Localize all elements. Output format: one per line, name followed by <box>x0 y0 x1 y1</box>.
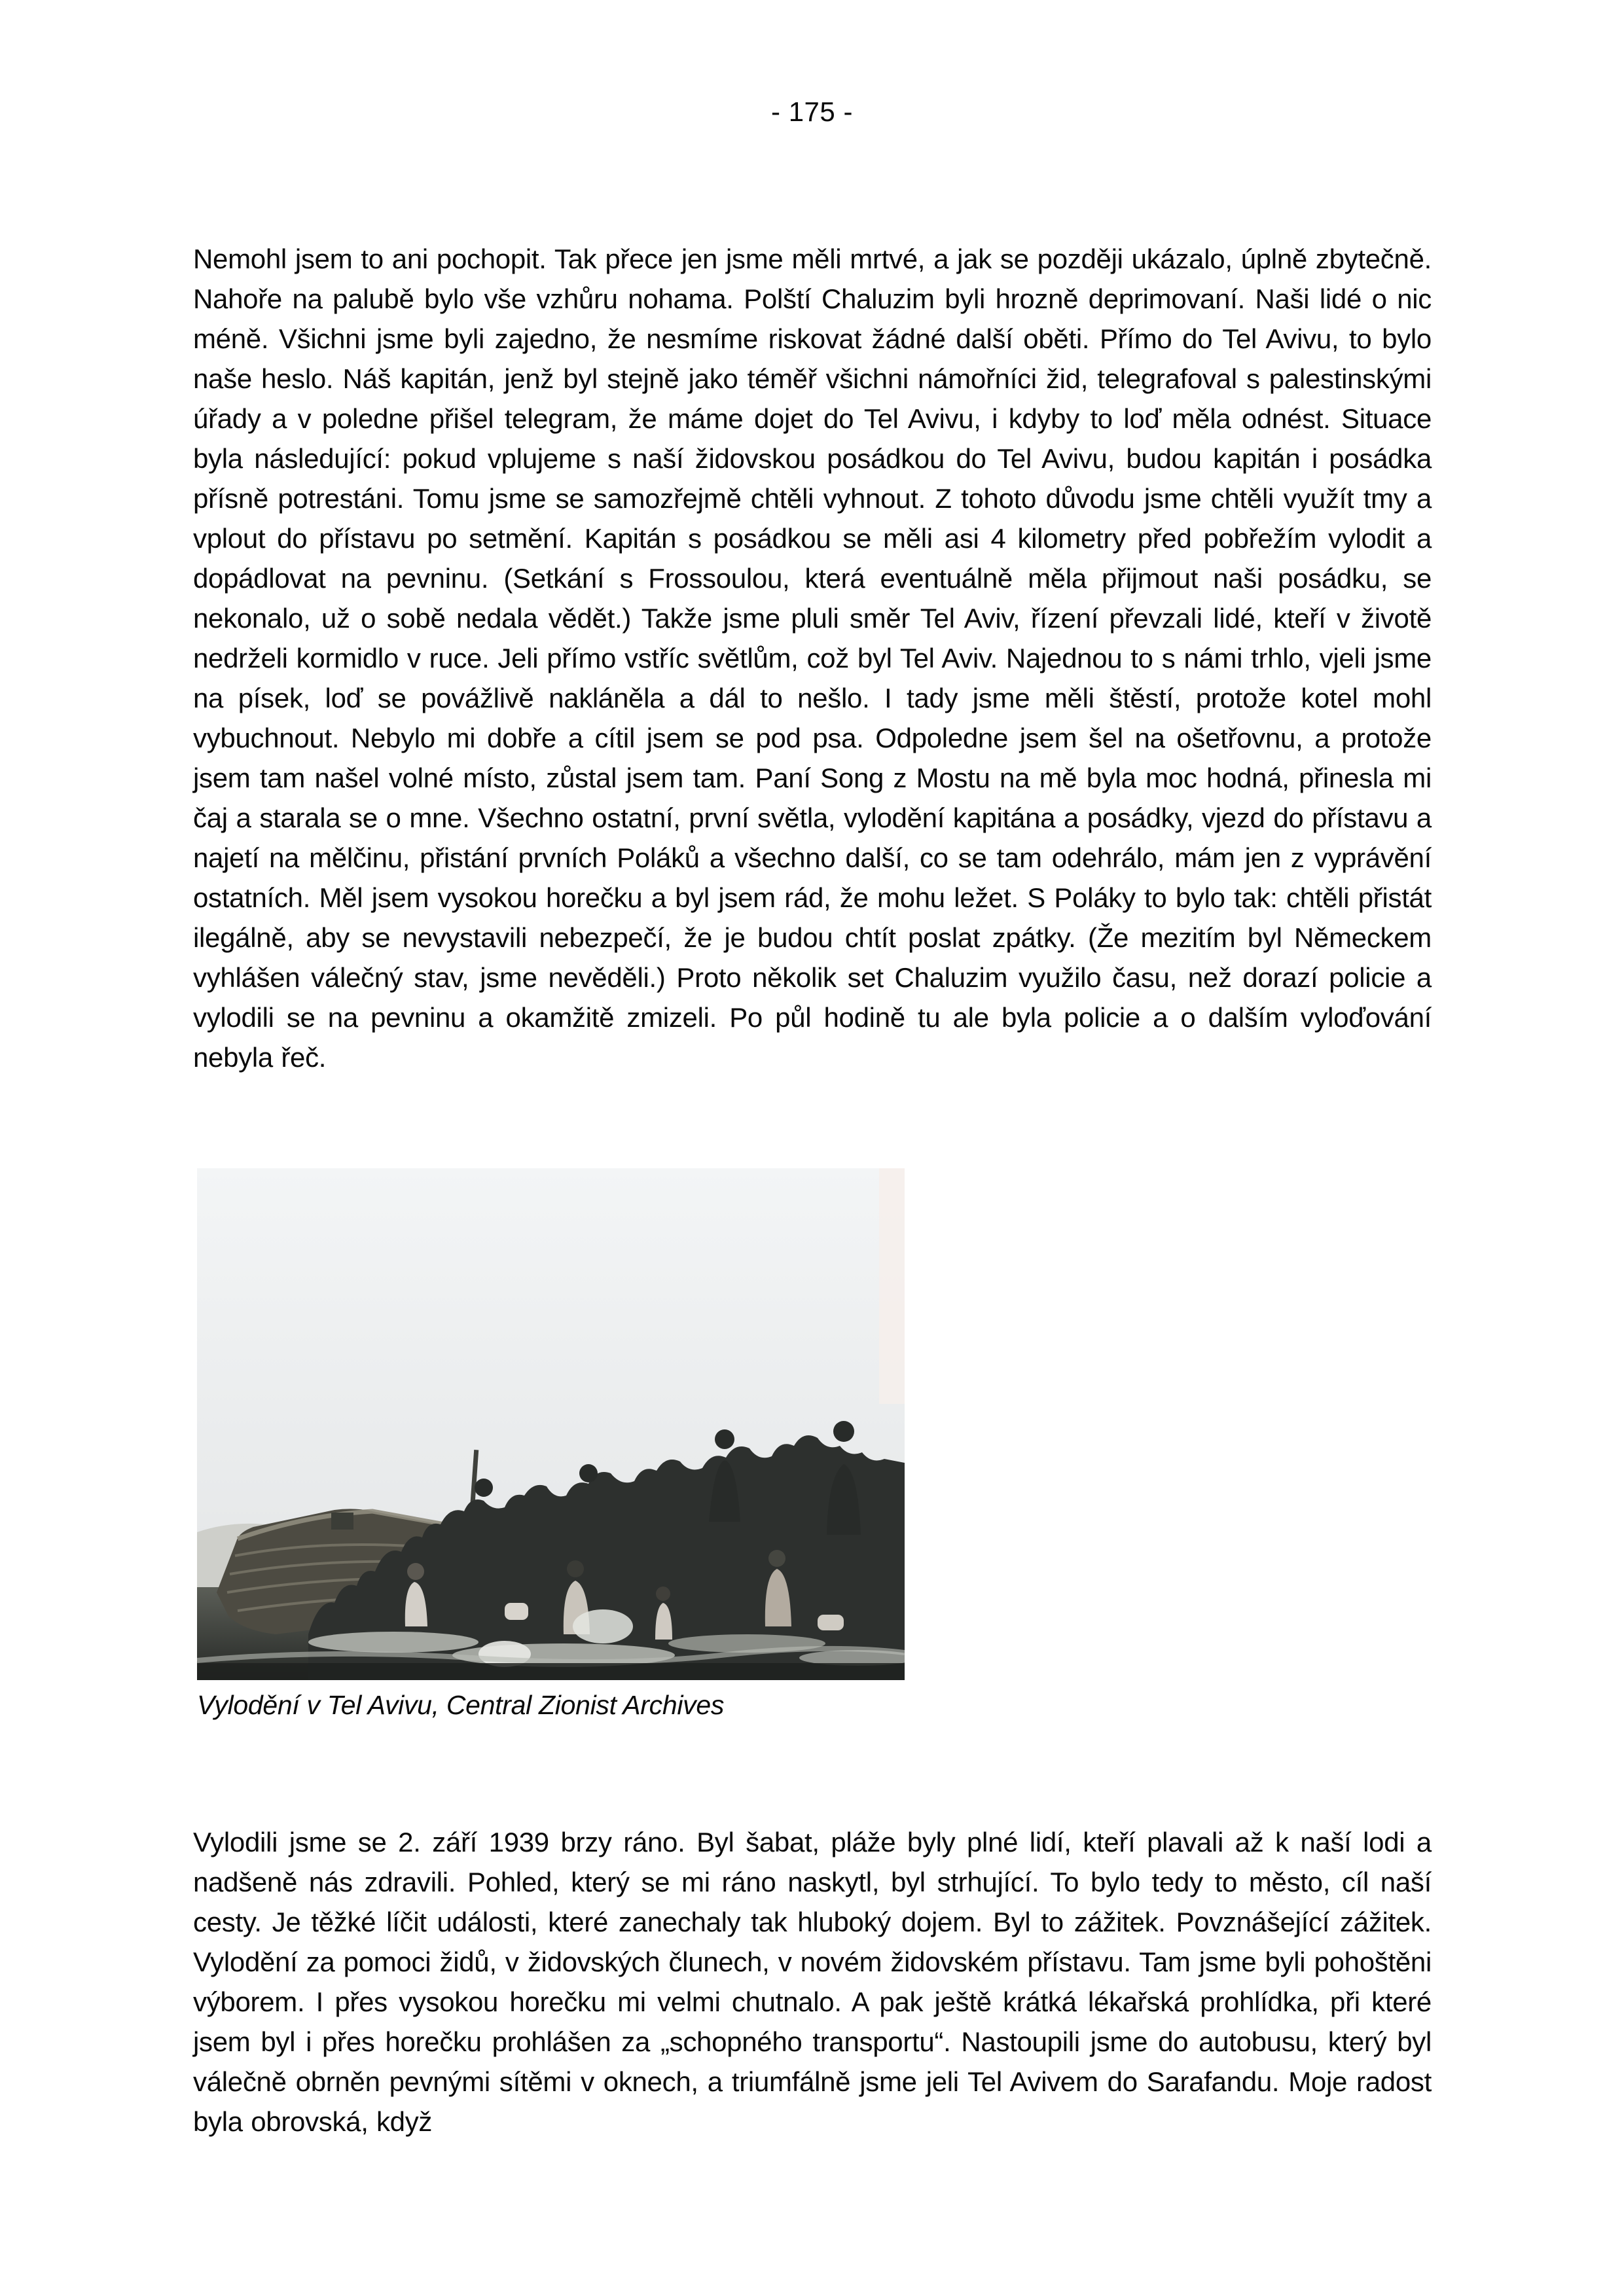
boat-landing-photo-art <box>197 1168 905 1680</box>
paragraph-1: Nemohl jsem to ani pochopit. Tak přece jen jsme měli mrtvé, a jak se později ukázalo, úplně zbytečně. Nahoře na palubě bylo vše vzhůru nohama. Polští Chaluzim byli hrozně deprimovaní. Naši lidé o nic méně. Všichni jsme byli zajedno, že nesmíme riskovat žádné další oběti. Přímo do Tel Avivu, to bylo naše heslo. Náš kapitán, jenž byl stejně jako téměř všichni námořníci žid, telegrafoval s palestinskými úřady a v poledne přišel telegram, že máme dojet do Tel Avivu, i kdyby to loď měla odnést. Situace byla následující: pokud vplujeme s naší židovskou posádkou do Tel Avivu, budou kapitán i posádka přísně potrestáni. Tomu jsme se samozřejmě chtěli vyhnout. Z tohoto důvodu jsme chtěli využít tmy a vplout do přístavu po setmění. Kapitán s posádkou se měli asi 4 kilometry před pobřežím vylodit a dopádlovat na pevninu. (Setkání s Frossoulou, která eventuálně měla přijmout naši posádku, se nekonalo, už o sobě nedala vědět.) Takže jsme pluli směr Tel Aviv, řízení převzali lidé, kteří v životě nedrželi kormidlo v ruce. Jeli přímo vstříc světlům, což byl Tel Aviv. Najednou to s námi trhlo, vjeli jsme na písek, loď se povážlivě nakláněla a dál to nešlo. I tady jsme měli štěstí, protože kotel mohl vybuchnout. Nebylo mi dobře a cítil jsem se pod psa. Odpoledne jsem šel na ošetřovnu, a protože jsem tam našel volné místo, zůstal jsem tam. Paní Song z Mostu na mě byla moc hodná, přinesla mi čaj a starala se o mne. Všechno ostatní, první světla, vylodění kapitána a posádky, vjezd do přístavu a najetí na mělčinu, přistání prvních Poláků a všechno další, co se tam odehrálo, mám jen z vyprávění ostatních. Měl jsem vysokou horečku a byl jsem rád, že mohu ležet. S Poláky to bylo tak: chtěli přistát ilegálně, aby se nevystavili nebezpečí, že je budou chtít poslat zpátky. (Že mezitím byl Německem vyhlášen válečný stav, jsme nevěděli.) Proto několik set Chaluzim využilo času, než dorazí policie a vylodili se na pevninu a okamžitě zmizeli. Po půl hodině tu ale byla policie a o dalším vyloďování nebyla řeč. <box>193 243 1432 1073</box>
photo-waterline <box>197 1663 905 1680</box>
boat-landing-photo <box>197 1168 905 1680</box>
page-number: - 175 - <box>771 96 853 127</box>
photo-caption: Vylodění v Tel Avivu, Central Zionist Archives <box>197 1690 725 1720</box>
photo-scan-glare <box>879 1168 905 1404</box>
photo-figure <box>197 1168 905 1722</box>
paragraph-2: Vylodili jsme se 2. září 1939 brzy ráno. Byl šabat, pláže byly plné lidí, kteří plavali až k naší lodi a nadšeně nás zdravili. Pohled, který se mi ráno naskytl, byl strhující. To bylo tedy to město, cíl naší cesty. Je těžké líčit události, které zanechaly tak hluboký dojem. Byl to zážitek. Povznášející zážitek. Vylodění za pomoci židů, v židovských člunech, v novém židovském přístavu. Tam jsme byli pohoštěni výborem. I přes vysokou horečku mi velmi chutnalo. A pak ještě krátká lékařská prohlídka, při které jsem byl i přes horečku prohlášen za „schopného transportu“. Nastoupili jsme do autobusu, který byl válečně obrněn pevnými sítěmi v oknech, a triumfálně jsme jeli Tel Avivem do Sarafandu. Moje radost byla obrovská, když <box>193 1827 1432 2137</box>
